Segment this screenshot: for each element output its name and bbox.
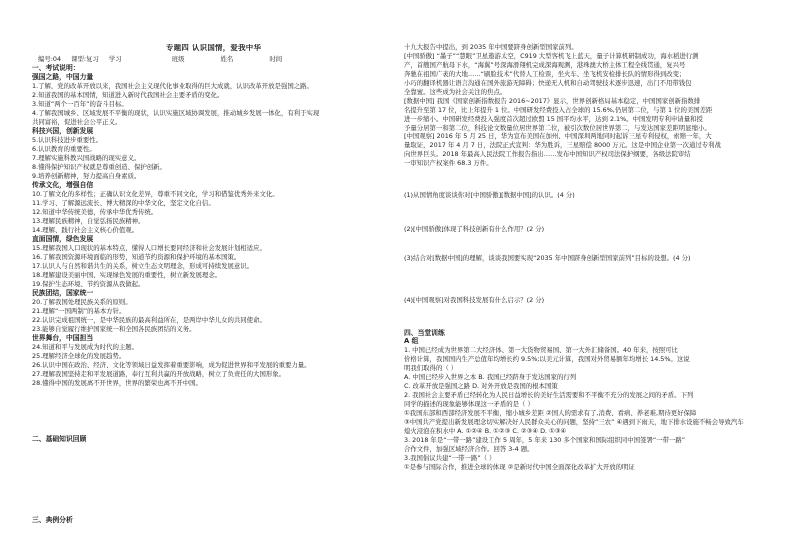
section-heading: 民族团结，国家统一 bbox=[32, 289, 94, 297]
section-heading: A 组 bbox=[404, 337, 419, 345]
text-line: 奔驰在祖国广袤的大地……“刷脸技术”代替人工检票，坐火车、坐飞机安检排长队的情形得到改变； bbox=[404, 70, 686, 78]
text-line: ①我国东部和西部经济发展不平衡，缩小城乡差距 ②国人的需求有了,消费、看病、养老难,期待更好保障 bbox=[404, 409, 697, 417]
section-heading: 三、典例分析 bbox=[32, 516, 73, 524]
text-line: 合作文件，加强区域经济合作。回答 3-4 题。 bbox=[404, 445, 534, 453]
text-line: (3)结合对[数据中国]的理解，谈谈我国要实现“2035 年中国跻身创新型国家前列”目标的设想。(4 分) bbox=[404, 254, 691, 262]
text-line: 15.理解我国人口现状的基本特点，懂得人口增长要同经济和社会发展计划相适应。 bbox=[32, 244, 266, 252]
text-line: 18.理解建设美丽中国、实现绿色发展的重要性，树立新发展理念。 bbox=[32, 271, 222, 279]
meta-study: 学习 bbox=[108, 55, 122, 63]
section-heading: 科技兴国，创新发展 bbox=[32, 127, 94, 135]
text-line: 9.培养创新精神，努力提高自身素质。 bbox=[32, 172, 141, 180]
text-line: 小巧的翻译机器让语言沟通在国外旅游无障碍；快递无人机和自动驾驶技术逐步迅速，出门不用带钱包 bbox=[404, 79, 692, 87]
text-line: 10.了解文化的多样性；正确认识文化差异，尊重不同文化，学习和借鉴优秀外来文化。 bbox=[32, 190, 279, 198]
text-line: 23.能够自觉履行维护国家统一和全国各民族团结的义务。 bbox=[32, 325, 196, 333]
text-line: 11.学习、了解源远流长、博大精深的中华文化，坚定文化自信。 bbox=[32, 199, 215, 207]
section-heading: 四、当堂训练 bbox=[404, 329, 445, 337]
text-line: 16.了解我国资源环境面临的形势，知道节约资源和保护环境的基本国策。 bbox=[32, 253, 241, 261]
text-line: 全靠蜜。这些成为社会关注的焦点。 bbox=[404, 88, 507, 96]
section-heading: 世界舞台，中国担当 bbox=[32, 334, 94, 342]
text-line: [中国骄傲] “墨子”“慧眼”卫星遨游太空，C919 大型客机飞上蓝天，量子计算机研制成功，海水稻进行测 bbox=[404, 52, 699, 60]
text-line: 名提升至第 17 位，比上年提升 1 位。中国研发经费投入占全球的 15.6%,仍居第二位，与第 1 位的美国差距 bbox=[404, 106, 713, 114]
meta-name: 姓名 bbox=[220, 55, 234, 63]
page-title: 专题四 认识国情，爱我中华 bbox=[166, 44, 262, 52]
text-line: C. 改革开放是强国之路 D. 对外开放是我国的根本国策 bbox=[404, 382, 558, 390]
text-line: ①是参与国际合作，推进全球的体现 ②是新时代中国全面深化改革扩大开放的明证 bbox=[404, 463, 635, 471]
text-line: 2.知道我国的基本国情，知道进入新时代我国社会主要矛盾的变化。 bbox=[32, 91, 224, 99]
text-line: 25.理解经济全球化的发展趋势。 bbox=[32, 352, 126, 360]
text-line: 13.理解民族精神，自觉弘扬民族精神。 bbox=[32, 217, 145, 225]
text-line: 价格计算，我国国内生产总值年均增长约 9.5%;以美元计算，我国对外贸易额年均增长 14.5%。这说 bbox=[404, 355, 690, 363]
text-line: 量取证，2017 年 4 月 7 日，法院正式宣判：华为胜诉，三星赔偿 8000 万元。这是中国企业第一次通过专利战 bbox=[404, 141, 721, 149]
text-line: 12.知道中华传统美德，传承中华优秀传统。 bbox=[32, 208, 158, 216]
text-line: 5.认识科技进步重要性。 bbox=[32, 136, 103, 144]
text-line: 20.了解我国处理民族关系的原则。 bbox=[32, 298, 132, 306]
text-line: 熄火浸泡在积水中 A. ①②④ B. ①②③ C. ②③④ D. ①③④ bbox=[404, 427, 567, 435]
text-line: 1. 中国已经成为世界第二大经济体、第一大货物贸易国、第一大外汇储备国。40 年来，按照可比 bbox=[404, 346, 678, 354]
meta-type: 课型:复习 bbox=[71, 55, 99, 63]
meta-time: 时间 bbox=[269, 55, 283, 63]
text-line: [数据中国] 我国《国家创新指数报告 2016~2017》显示，世界创新格局基本稳定，中国国家创新指数排 bbox=[404, 97, 701, 105]
text-line: 17.认识人与自然和谐共生的关系，树立生态文明理念，形成可持续发展意识。 bbox=[32, 262, 254, 270]
text-line: (2)[中国骄傲]体现了科技创新有什么作用？(2 分) bbox=[404, 225, 545, 233]
text-line: 26.认识中国在政治、经济、文化等领域日益发挥着重要影响，成为促进世界和平发展的重要力量。 bbox=[32, 361, 311, 369]
text-line: 7.理解实施科教兴国战略的现实意义。 bbox=[32, 154, 141, 162]
text-line: 14.理解、践行社会主义核心价值观。 bbox=[32, 226, 139, 234]
text-line: 予量分居第一和第二位，科技论文数量位居世界第二位，被引次数位居世界第二，与发达国家差距明显缩小。 bbox=[404, 124, 711, 132]
text-line: [中国观察] 2016 年 5 月 25 日，华为宣布美国在加州、中国深圳两地同时起诉三星专利侵权，索赔一年，大 bbox=[404, 132, 712, 140]
text-line: 1.了解，党的改革开放以来，我国社会主义现代化事业取得的巨大成就，认识改革开放是强国之路。 bbox=[32, 82, 313, 90]
section-heading: 传承文化，增强自信 bbox=[32, 181, 94, 189]
text-line: 产，首艘国产航母下水，“海翼”号深海滑翔机完成深海观测，港珠澳大桥主体工程全线贯通，复兴号 bbox=[404, 61, 686, 69]
section-heading: 二、基础知识回顾 bbox=[32, 435, 87, 443]
section-heading: 一、考试说明： bbox=[32, 64, 80, 72]
text-line: 进一步缩小。中国研发经费投入强度首次超过欧盟 15 国平均水平，达到 2.1%。中国发明专利申请量和授 bbox=[404, 115, 703, 123]
text-line: (1)从国情角度谈谈你对[中国骄傲][数据中国]的认识。(4 分) bbox=[404, 191, 575, 199]
meta-row bbox=[38, 55, 290, 63]
section-heading: 强国之路，中国力量 bbox=[32, 73, 94, 81]
section-heading: 直面国情，绿色发展 bbox=[32, 235, 94, 243]
text-line: 22.认识完成祖国统一，是中华民族的最高利益所在，是两岸中华儿女的共同使命。 bbox=[32, 316, 266, 324]
text-line: 十九大报告中提出，到 2035 年中国要跻身创新型国家前列。 bbox=[404, 43, 578, 51]
text-line: 21.理解“一国两制”的基本方针。 bbox=[32, 307, 126, 315]
text-line: 同学的描述的现象能够体现这一矛盾的是（ ） bbox=[404, 400, 534, 408]
meta-number: 编号:04 bbox=[38, 55, 62, 63]
text-line: 28.懂得中国的发展离不开世界，世界的繁荣也离不开中国。 bbox=[32, 379, 202, 387]
text-line: 共同富裕，促进社会公平正义。 bbox=[32, 118, 122, 126]
text-line: 24.知道和平与发展成为时代的主题。 bbox=[32, 343, 139, 351]
text-line: 3. 2018 年是“一带一路”建设工作 5 周年，5 年来 130 多个国家和国际组织同中国签署“一带一路” bbox=[404, 436, 686, 444]
meta-class: 班级 bbox=[171, 55, 185, 63]
text-line: 2. 我国社会主要矛盾已经转化为人民日益增长的美好生活需要和不平衡不充分的发展之间的矛盾。下列 bbox=[404, 391, 694, 399]
text-line: 向世界巨头。2018 年最高人民法院工作报告指出……发布中国知识产权司法保护纲要，各级法院审结 bbox=[404, 150, 691, 158]
text-line: (4)[中国观察]对我国科技发展有什么启示？(2 分) bbox=[404, 296, 545, 304]
text-line: A. 中国已经步入世界之本 B. 我国已经跻身于发达国家的行列 bbox=[404, 373, 577, 381]
text-line: 6.认识教育的重要性。 bbox=[32, 145, 96, 153]
text-line: 明我们取得的（ ） bbox=[404, 364, 458, 372]
text-line: 27.理解我国坚持走和平发展道路，奉行互利共赢的开放战略，树立了负责任的大国形象。 bbox=[32, 370, 286, 378]
text-line: ③中国共产党提出新发展理念切实解决好人民群众关心的问题，坚持“三农” ④遇到下雨天，地下排水设施不畅会导致汽车 bbox=[404, 418, 744, 426]
text-line: 4.了解我国城乡、区域发展不平衡的现状，认识实施区域协调发展，推动城乡发展一体化，有利于实现 bbox=[32, 109, 320, 117]
text-line: 19.保护生态环境、节约资源从我做起。 bbox=[32, 280, 145, 288]
text-line: 8.懂得保护知识产权就是尊重创造、保护创新。 bbox=[32, 163, 166, 171]
text-line: 3.我国倡议共建“一带一路”（ ） bbox=[404, 454, 496, 462]
text-line: 3.知道“两个一百年”的奋斗目标。 bbox=[32, 100, 128, 108]
text-line: 一审知识产权案件 68.3 万件。 bbox=[404, 159, 493, 167]
